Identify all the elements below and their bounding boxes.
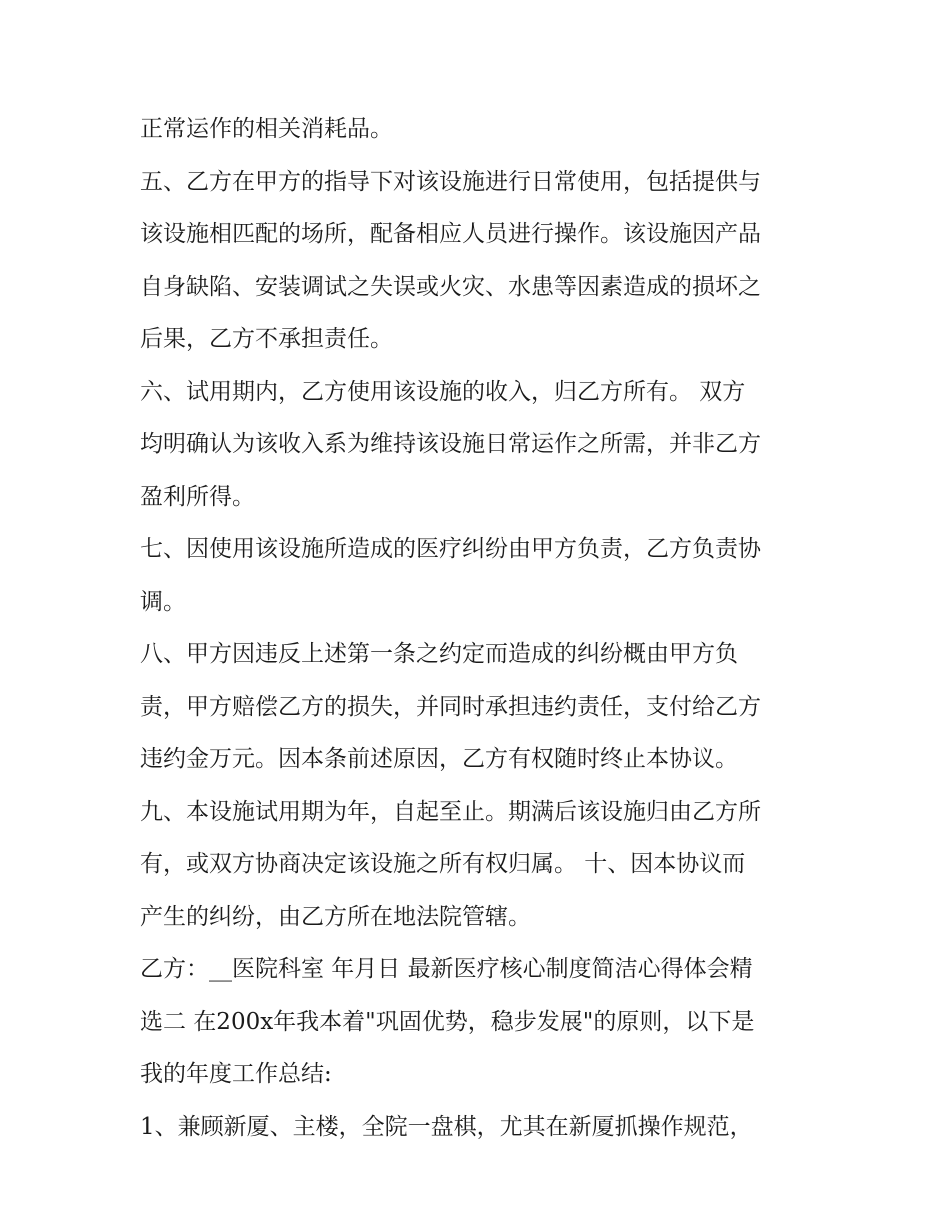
text-line: 盈利所得。 xyxy=(140,483,255,510)
text-line: 九、本设施试用期为年，自起至止。期满后该设施归由乙方所 xyxy=(140,798,761,825)
text-line: 违约金万元。因本条前述原因，乙方有权随时终止本协议。 xyxy=(140,746,738,772)
text-line: 均明确认为该收入系为维持该设施日常运作之所需，并非乙方 xyxy=(140,431,761,457)
text-line: 调。 xyxy=(140,588,186,615)
text-line: 后果，乙方不承担责任。 xyxy=(140,326,393,352)
text-line: 责，甲方赔偿乙方的损失，并同时承担违约责任，支付给乙方 xyxy=(140,693,761,720)
text-line: 该设施相匹配的场所，配备相应人员进行操作。该设施因产品 xyxy=(140,221,761,247)
text-line: 八、甲方因违反上述第一条之约定而造成的纠纷概由甲方负 xyxy=(140,641,738,667)
document-body xyxy=(140,103,820,1153)
text-line: 五、乙方在甲方的指导下对该设施进行日常使用，包括提供与 xyxy=(140,168,761,195)
text-line: 乙方：__医院科室 年月日 最新医疗核心制度简洁心得体会精 xyxy=(140,956,753,982)
text-line: 正常运作的相关消耗品。 xyxy=(140,116,393,142)
text-line: 选二 在200x年我本着"巩固优势，稳步发展"的原则，以下是 xyxy=(140,1008,755,1035)
text-line: 1、兼顾新厦、主楼，全院一盘棋，尤其在新厦抓操作规范， xyxy=(140,1113,753,1140)
text-line: 产生的纠纷，由乙方所在地法院管辖。 xyxy=(140,903,531,930)
text-line: 自身缺陷、安装调试之失误或火灾、水患等因素造成的损坏之 xyxy=(140,273,761,300)
text-line: 六、试用期内，乙方使用该设施的收入，归乙方所有。 双方 xyxy=(140,378,746,405)
text-line: 我的年度工作总结: xyxy=(140,1061,332,1087)
text-line: 有，或双方协商决定该设施之所有权归属。 十、因本协议而 xyxy=(140,851,746,877)
text-line: 七、因使用该设施所造成的医疗纠纷由甲方负责，乙方负责协 xyxy=(140,536,761,562)
